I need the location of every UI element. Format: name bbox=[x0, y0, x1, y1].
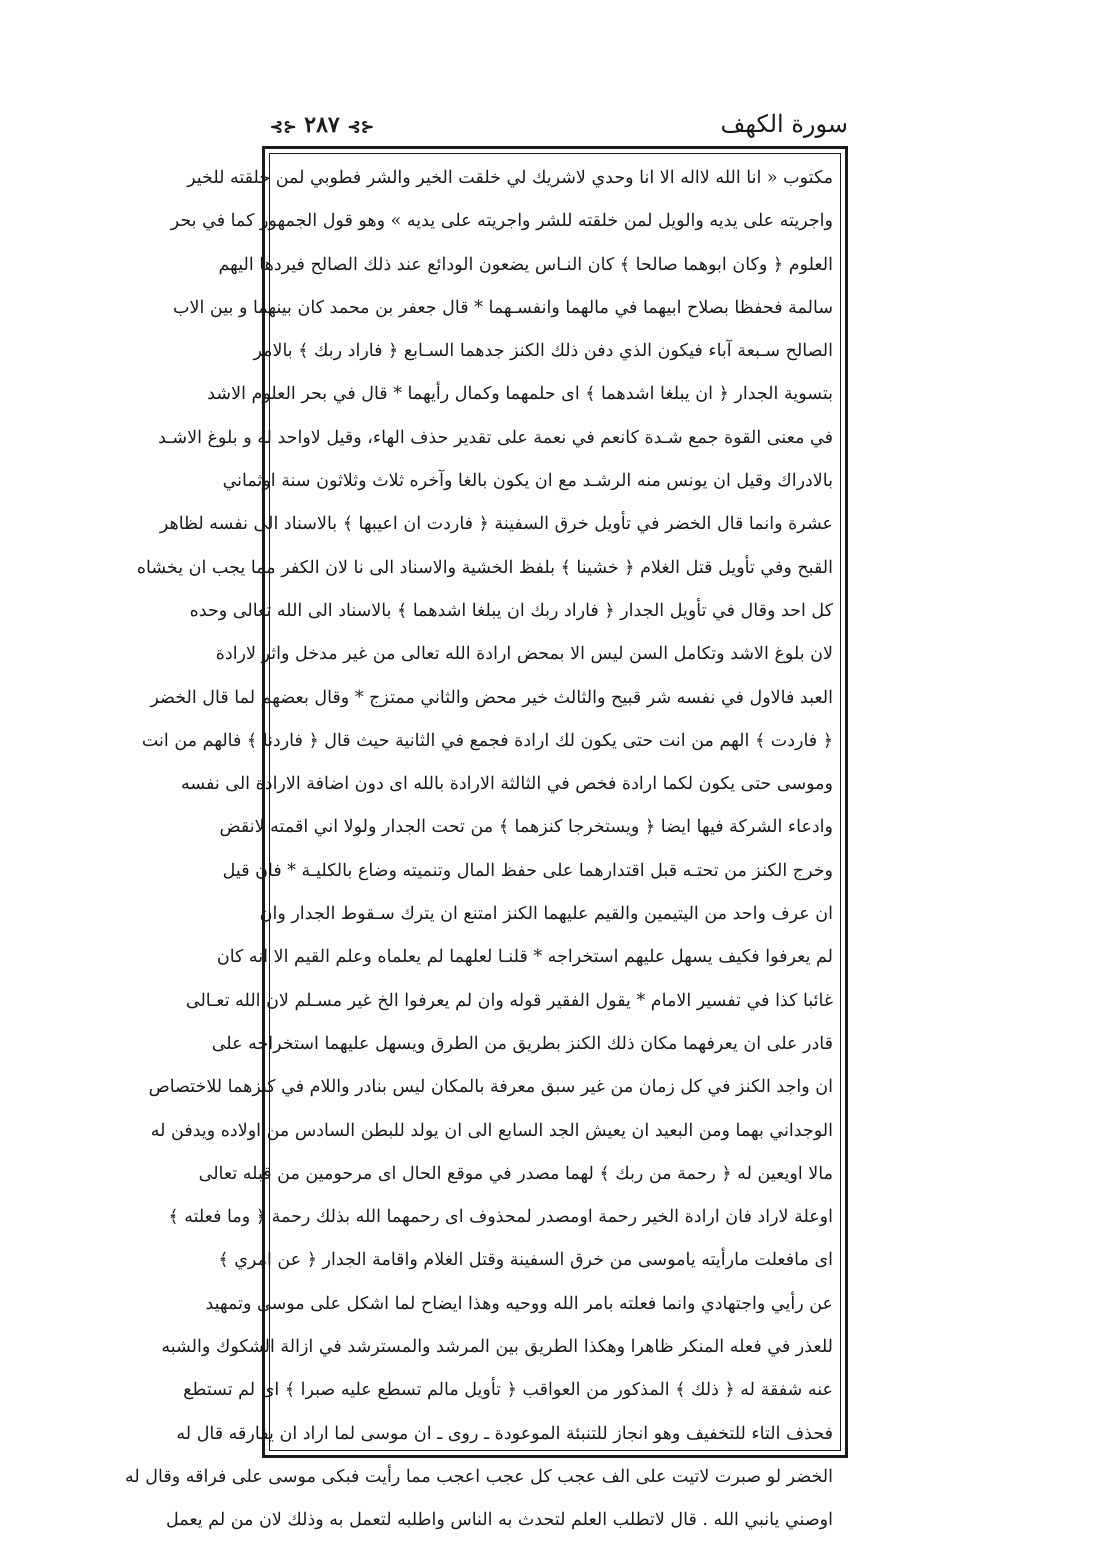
text-line: قادر على ان يعرفهما مكان ذلك الكنز بطريق من الطرق ويسهل عليهما استخراجه على bbox=[211, 1033, 833, 1054]
text-line: ان واجد الكنز في كل زمان من غير سبق معرفة بالمكان ليس بنادر واللام في كنزهما للاختصاص bbox=[148, 1077, 833, 1098]
text-line: العلوم ﴿ وكان ابوهما صالحا ﴾ كان النـاس يضعون الودائع عند ذلك الصالح فيردها اليهم bbox=[218, 254, 833, 275]
text-line: وخرج الكنز من تحتـه قبل اقتدارهما على حفظ المال وتنميته وضاع بالكليـة * فان قيل bbox=[222, 860, 833, 881]
body-text bbox=[125, 157, 833, 1543]
text-line: غائبا كذا في تفسير الامام * يقول الفقير قوله وان لم يعرفوا الخ غير مسـلم لان الله تعـالى bbox=[185, 990, 833, 1011]
text-line: عنه شفقة له ﴿ ذلك ﴾ المذكور من العواقب ﴿ تأويل مالم تسطع عليه صبرا ﴾ اى لم تستطع bbox=[183, 1380, 833, 1401]
text-line: وموسى حتى يكون لكما ارادة فخص في الثالثة الارادة بالله اى دون اضافة الارادة الى نفسه bbox=[180, 774, 833, 795]
text-line: اى مافعلت مارأيته ياموسى من خرق السفينة وقتل الغلام واقامة الجدار ﴿ عن امري ﴾ bbox=[218, 1250, 833, 1271]
text-line: كل احد وقال في تأويل الجدار ﴿ فاراد ربك ان يبلغا اشدهما ﴾ بالاسناد الى الله تعالى وحده bbox=[189, 600, 833, 621]
text-line: فحذف التاء للتخفيف وهو انجاز للتنبئة الموعودة ـ روى ـ ان موسى لما اراد ان يفارقه قال له bbox=[176, 1423, 833, 1444]
text-line: مكتوب « انا الله لااله الا انا وحدي لاشريك لي خلقت الخير والشر فطوبي لمن خلقته للخير bbox=[187, 168, 833, 188]
text-line: لم يعرفوا فكيف يسهل عليهم استخراجه * قلنـا لعلهما لم يعلماه وعلم القيم الا انه كان bbox=[216, 947, 833, 968]
page-number: ٢٨٧ bbox=[304, 112, 340, 138]
text-line: في معنى القوة جمع شـدة كانعم في نعمة على تقدير حذف الهاء، وقيل لاواحد له و بلوغ الاشـد bbox=[158, 427, 833, 448]
page-header bbox=[262, 110, 848, 146]
text-line: ﴿ فاردت ﴾ الهم من انت حتى يكون لك ارادة فجمع في الثانية حيث قال ﴿ فاردنا ﴾ فالهم من انت bbox=[141, 730, 833, 751]
text-line: مالا اويعين له ﴿ رحمة من ربك ﴾ لهما مصدر في موقع الحال اى مرحومين من قبله تعالى bbox=[198, 1163, 833, 1184]
text-line: وادعاء الشركة فيها ايضا ﴿ ويستخرجا كنزهما ﴾ من تحت الجدار ولولا اني اقمته لانقض bbox=[219, 817, 833, 838]
text-line: لان بلوغ الاشد وتكامل السن ليس الا بمحض ارادة الله تعالى من غير مدخل واثر لارادة bbox=[215, 644, 833, 665]
text-line: اوصني يانبي الله . قال لاتطلب العلم لتحدث به الناس واطلبه لتعمل به وذلك لان من لم يعمل bbox=[165, 1510, 833, 1531]
text-line: عشرة وانما قال الخضر في تأويل خرق السفينة ﴿ فاردت ان اعيبها ﴾ بالاسناد الى نفسه لظاهر bbox=[159, 514, 833, 535]
text-frame bbox=[125, 146, 848, 1531]
text-line: الصالح سـبعة آباء فيكون الذي دفن ذلك الكنز جدهما السـابع ﴿ فاراد ربك ﴾ بالامر bbox=[253, 341, 833, 362]
text-line: سالمة فحفظا بصلاح ابيهما في مالهما وانفسـهما * قال جعفر بن محمد كان بينهما و بين الاب bbox=[173, 297, 833, 318]
text-line: واجريته على يديه والويل لمن خلقته للشر واجريته على يديه » وهو قول الجمهور كما في بحر bbox=[170, 211, 833, 232]
text-line: القبح وفي تأويل قتل الغلام ﴿ خشينا ﴾ بلفظ الخشية والاسناد الى نا لان الكفر مما يجب ان يخشاه bbox=[136, 557, 833, 578]
text-line: اوعلة لاراد فان ارادة الخير رحمة اومصدر لمحذوف اى رحمهما الله بذلك رحمة ﴿ وما فعلته ﴾ bbox=[168, 1207, 833, 1228]
surah-title: سورة الكهف bbox=[720, 110, 848, 138]
text-line: للعذر في فعله المنكر ظاهرا وهكذا الطريق بين المرشد والمسترشد في ازالة الشكوك والشبه bbox=[161, 1337, 833, 1358]
text-line: بتسوية الجدار ﴿ ان يبلغا اشدهما ﴾ اى حلمهما وكمال رأيهما * قال في بحر العلوم الاشد bbox=[207, 384, 833, 405]
text-line: الخضر لو صبرت لاتيت على الف عجب كل عجب اعجب مما رأيت فبكى موسى على فراقه وقال له bbox=[125, 1466, 833, 1487]
page-number-block bbox=[262, 112, 382, 138]
right-ornament-icon: ⊰⊱ bbox=[347, 117, 375, 136]
text-line: الوجداني بهما ومن البعيد ان يعيش الجد السابع الى ان يولد للبطن السادس من اولاده ويدفن له bbox=[150, 1120, 833, 1141]
text-line: العبد فالاول في نفسه شر قبيح والثالث خير محض والثاني ممتزج * وقال بعضهم لما قال الخضر bbox=[150, 687, 833, 708]
text-line: بالادراك وقيل ان يونس منه الرشـد مع ان يكون بالغا وآخره ثلاث وثلاثون سنة اوثماني bbox=[222, 471, 833, 492]
text-line: ان عرف واحد من اليتيمين والقيم عليهما الكنز امتنع ان يترك سـقوط الجدار وان bbox=[259, 904, 833, 925]
text-line: عن رأيي واجتهادي وانما فعلته بامر الله ووحيه وهذا ايضاح لما اشكل على موسى وتمهيد bbox=[205, 1293, 833, 1314]
left-ornament-icon: ⊰⊱ bbox=[269, 117, 297, 136]
